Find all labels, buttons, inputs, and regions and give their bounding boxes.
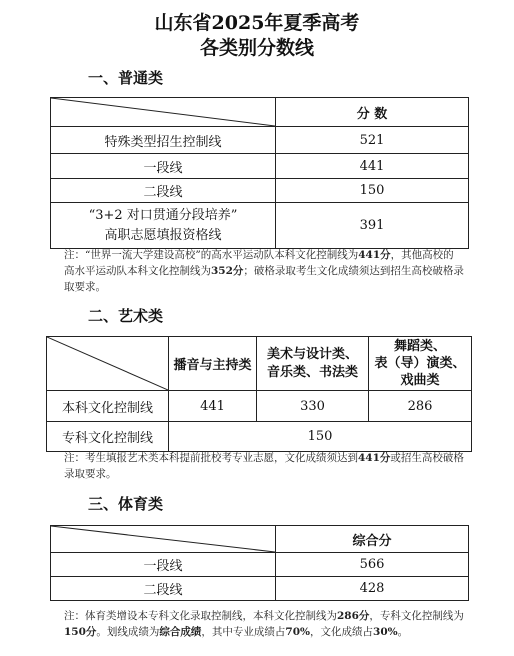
score-column-header: 分 数 (276, 98, 469, 127)
row-value: 566 (276, 553, 469, 577)
row-label-line: 高职志愿填报资格线 (104, 227, 222, 243)
row-value: 521 (276, 127, 469, 154)
column-header-dance: 舞蹈类、 表（导）演类、 戏曲类 (369, 337, 472, 391)
column-header-fine-arts: 美术与设计类、 音乐类、书法类 (257, 337, 369, 391)
section-heading-general: 一、普通类 (88, 69, 164, 87)
row-label: 本科文化控制线 (47, 391, 169, 422)
row-label: 特殊类型招生控制线 (51, 127, 276, 154)
row-label: 二段线 (51, 577, 276, 601)
row-value: 441 (169, 391, 257, 422)
general-score-table (50, 97, 469, 249)
row-value: 150 (276, 179, 469, 203)
diagonal-header-cell (51, 98, 276, 127)
row-label-line: “3+2 对口贯通分段培养” (88, 207, 238, 223)
art-score-table (46, 336, 472, 452)
row-value: 286 (369, 391, 472, 422)
row-value: 428 (276, 577, 469, 601)
section-heading-art: 二、艺术类 (88, 307, 164, 325)
composite-score-header: 综合分 (276, 526, 469, 553)
row-value: 330 (257, 391, 369, 422)
diagonal-header-cell (47, 337, 169, 391)
row-label: 专科文化控制线 (47, 422, 169, 452)
section-heading-sports: 三、体育类 (88, 495, 164, 513)
row-label: 一段线 (51, 154, 276, 179)
column-header-broadcasting: 播音与主持类 (169, 337, 257, 391)
sports-note: 注：体育类增设本专科文化录取控制线，本科文化控制线为286分，专科文化控制线为150分。划线成绩为综合成绩，其中专业成绩占70%，文化成绩占30%。 (64, 610, 464, 638)
row-value: 391 (276, 203, 469, 249)
general-note: 注：“世界一流大学建设高校”的高水平运动队本科文化控制线为441分，其他高校的高水平运动队本科文化控制线为352分；破格录取考生文化成绩须达到招生高校破格录取要求。 (64, 249, 464, 293)
sports-score-table (50, 525, 469, 601)
row-label: 一段线 (51, 553, 276, 577)
diagonal-header-cell (51, 526, 276, 553)
page-subtitle: 各类别分数线 (199, 37, 314, 59)
row-value: 150 (169, 422, 472, 452)
page-title: 山东省2025年夏季高考 (154, 12, 360, 34)
row-label: 二段线 (51, 179, 276, 203)
art-note: 注：考生填报艺术类本科提前批校考专业志愿，文化成绩须达到441分或招生高校破格录取要求。 (64, 452, 464, 480)
row-value: 441 (276, 154, 469, 179)
row-label (51, 203, 276, 249)
